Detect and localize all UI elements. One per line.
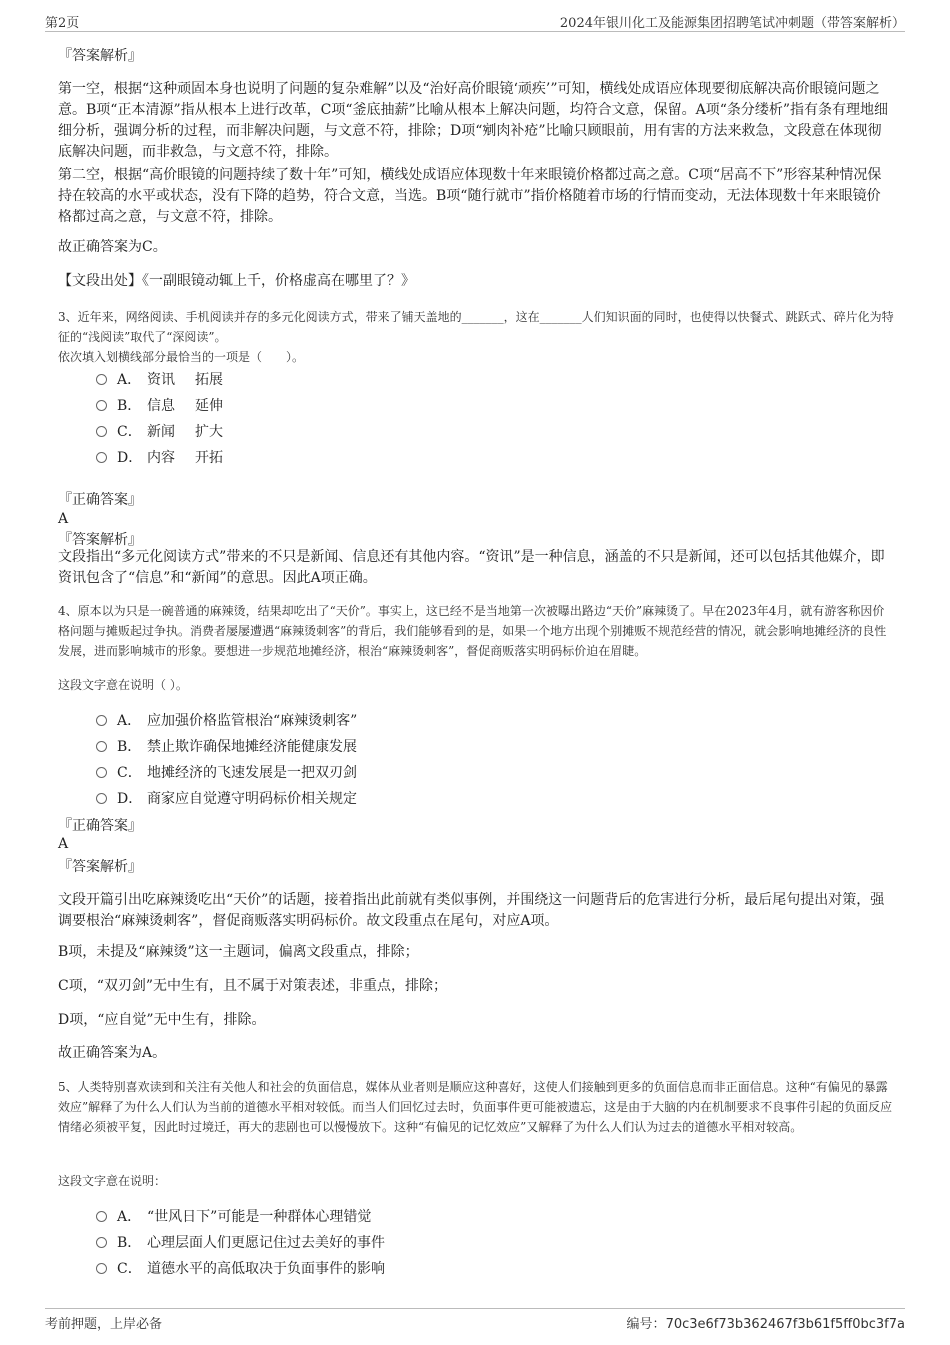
radio-icon[interactable] (96, 452, 107, 463)
q5-stem: 5、人类特别喜欢读到和关注有关他人和社会的负面信息，媒体从业者则是顺应这种喜好，这使人们接触到更多的负面信息而非正面信息。这种“有偏见的暴露效应”解释了为什么人们认为当前的道德水平相对较低。而当人们回忆过去时，负面事件更可能被遗忘，这是由于大脑的内在机制要求不良事件引起的负面反应情绪必须被平复，因此时过境迁，再大的悲剧也可以慢慢放下。这种“有偏见的记忆效应”又解释了为什么人们认为过去的道德水平相对较高。 (58, 1080, 893, 1134)
document-title: 2024年银川化工及能源集团招聘笔试冲刺题（带答案解析） (559, 16, 905, 31)
q2-analysis-para2: 第二空，根据“高价眼镜的问题持续了数十年”可知，横线处成语应体现数十年来眼镜价格都过高之意。C项“居高不下”形容某种情况保持在较高的水平或状态，没有下降的趋势，符合文意，当选。B项“随行就市”指价格随着市场的行情而变动，无法体现数十年来眼镜价格都过高之意，与文意不符，排除。 (58, 167, 882, 225)
q5-option-c[interactable]: C． 道德水平的高低取决于负面事件的影响 (96, 1258, 385, 1280)
q4-b-note: B项，未提及“麻辣烫”这一主题词，偏离文段重点，排除； (58, 944, 419, 960)
radio-icon[interactable] (96, 426, 107, 437)
page-header (0, 0, 950, 34)
q3-option-c[interactable]: C． 新闻 扩大 (96, 421, 223, 443)
q4-stem: 4、原本以为只是一碗普通的麻辣烫，结果却吃出了“天价”。事实上，这已经不是当地第一次被曝出路边“天价”麻辣烫了。早在2023年4月，就有游客称因价格问题与摊贩起过争执。消费者屡屡遭遇“麻辣烫刺客”的背后，我们能够看到的是，如果一个地方出现个别摊贩不规范经营的情况，就会影响地摊经济的良性发展，进而影响城市的形象。要想进一步规范地摊经济，根治“麻辣烫刺客”，督促商贩落实明码标价迫在眉睫。 (58, 604, 887, 658)
q4-option-a[interactable]: A． 应加强价格监管根治“麻辣烫刺客” (96, 710, 357, 732)
q4-option-c[interactable]: C． 地摊经济的飞速发展是一把双刃剑 (96, 762, 357, 784)
q2-conclusion: 故正确答案为C。 (58, 239, 167, 255)
page-number: 第2页 (45, 16, 80, 31)
q4-answer-heading: 『正确答案』 (58, 818, 142, 834)
q4-option-b[interactable]: B． 禁止欺诈确保地摊经济能健康发展 (96, 736, 357, 758)
q5-prompt: 这段文字意在说明： (58, 1174, 167, 1188)
radio-icon[interactable] (96, 1211, 107, 1222)
q3-stem: 3、近年来，网络阅读、手机阅读并存的多元化阅读方式，带来了铺天盖地的_______，这在_______人们知识面的同时，也使得以快餐式、跳跃式、碎片化为特征的“浅阅读”取代了“深阅读”。 (58, 310, 894, 344)
q3-answer: A (58, 511, 69, 527)
radio-icon[interactable] (96, 715, 107, 726)
q4-prompt: 这段文字意在说明（ ）。 (58, 678, 188, 692)
q4-answer: A (58, 836, 69, 852)
q3-analysis-heading: 『答案解析』 (58, 532, 142, 548)
q3-option-a[interactable]: A． 资讯 拓展 (96, 369, 223, 391)
radio-icon[interactable] (96, 1263, 107, 1274)
footer-divider (45, 1308, 905, 1309)
q4-conclusion: 故正确答案为A。 (58, 1045, 167, 1061)
footer-code (627, 1313, 905, 1332)
radio-icon[interactable] (96, 374, 107, 385)
footer-code-label: 编号： (626, 1317, 666, 1332)
q5-option-b[interactable]: B． 心理层面人们更愿记住过去美好的事件 (96, 1232, 385, 1254)
footer-code-value: 70c3e6f73b362467f3b61f5ff0bc3f7a (665, 1317, 905, 1332)
q4-analysis: 文段开篇引出吃麻辣烫吃出“天价”的话题，接着指出此前就有类似事例，并围绕这一问题背后的危害进行分析，最后尾句提出对策，强调要根治“麻辣烫刺客”，督促商贩落实明码标价。故文段重点在尾句，对应A项。 (58, 892, 885, 929)
q4-option-d[interactable]: D． 商家应自觉遵守明码标价相关规定 (96, 788, 357, 810)
q3-answer-heading: 『正确答案』 (58, 492, 142, 508)
q4-analysis-heading: 『答案解析』 (58, 859, 142, 875)
q3-option-b[interactable]: B． 信息 延伸 (96, 395, 223, 417)
q4-c-note: C项，“双刃剑”无中生有，且不属于对策表述，非重点，排除； (58, 978, 448, 994)
q4-d-note: D项，“应自觉”无中生有，排除。 (58, 1012, 266, 1028)
q2-analysis-heading: 『答案解析』 (58, 48, 142, 64)
header-divider (45, 31, 905, 32)
radio-icon[interactable] (96, 767, 107, 778)
radio-icon[interactable] (96, 793, 107, 804)
q2-source: 【文段出处】《一副眼镜动辄上千，价格虚高在哪里了？》 (58, 273, 415, 289)
q3-analysis: 文段指出“多元化阅读方式”带来的不只是新闻、信息还有其他内容。“资讯”是一种信息，涵盖的不只是新闻，还可以包括其他媒介，即资讯包含了“信息”和“新闻”的意思。因此A项正确。 (58, 549, 885, 586)
q3-option-d[interactable]: D． 内容 开拓 (96, 447, 223, 469)
radio-icon[interactable] (96, 741, 107, 752)
footer-slogan: 考前押题，上岸必备 (45, 1317, 163, 1332)
radio-icon[interactable] (96, 1237, 107, 1248)
q2-analysis-para1: 第一空，根据“这种顽固本身也说明了问题的复杂难解”以及“治好高价眼镜‘顽疾’”可知，横线处成语应体现要彻底解决高价眼镜问题之意。B项“正本清源”指从根本上进行改革，C项“釜底抽薪”比喻从根本上解决问题，均符合文意，保留。A项“条分缕析”指有条有理地细细分析，强调分析的过程，而非解决问题，与文意不符，排除；D项“剜肉补疮”比喻只顾眼前，用有害的方法来救急，文段意在体现彻底解决问题，而非救急，与文意不符，排除。 (58, 81, 889, 160)
radio-icon[interactable] (96, 400, 107, 411)
q5-option-a[interactable]: A． “世风日下”可能是一种群体心理错觉 (96, 1206, 371, 1228)
q3-prompt: 依次填入划横线部分最恰当的一项是（ ）。 (58, 350, 305, 364)
